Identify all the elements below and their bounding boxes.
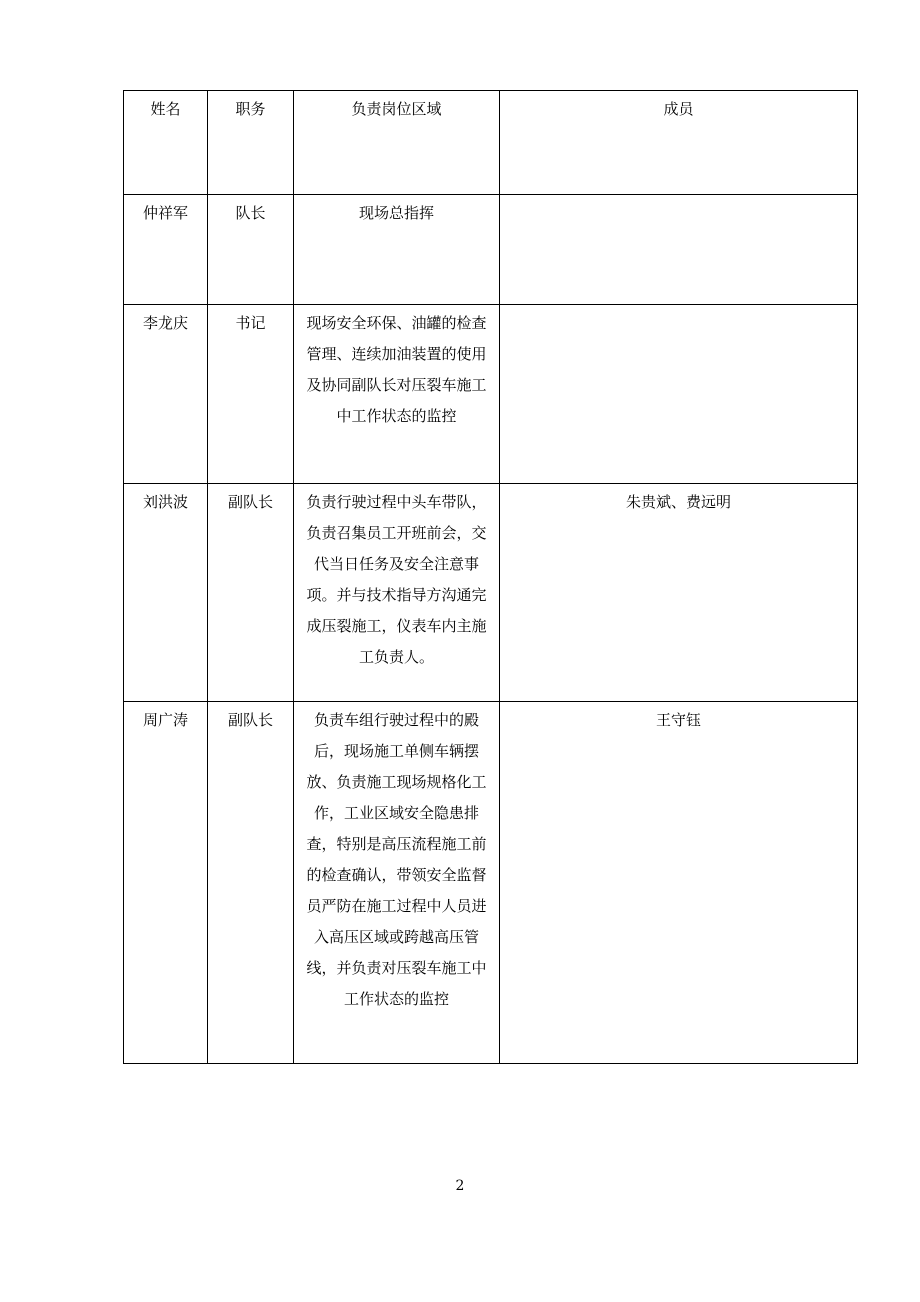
cell-members: 朱贵斌、费远明 [500, 484, 858, 702]
staff-duty-table [123, 90, 858, 1064]
cell-title: 副队长 [208, 702, 294, 1064]
header-title: 职务 [208, 91, 294, 195]
table-row [124, 195, 858, 305]
header-members: 成员 [500, 91, 858, 195]
cell-members [500, 305, 858, 484]
cell-name: 周广涛 [124, 702, 208, 1064]
table-header-row [124, 91, 858, 195]
cell-name: 仲祥军 [124, 195, 208, 305]
cell-name: 李龙庆 [124, 305, 208, 484]
page-number: 2 [455, 1178, 465, 1194]
cell-members: 王守钰 [500, 702, 858, 1064]
table-row [124, 484, 858, 702]
table-row [124, 702, 858, 1064]
cell-title: 队长 [208, 195, 294, 305]
cell-title: 副队长 [208, 484, 294, 702]
cell-responsibility: 负责车组行驶过程中的殿后，现场施工单侧车辆摆放、负责施工现场规格化工作，工业区域安全隐患排查，特别是高压流程施工前的检查确认，带领安全监督员严防在施工过程中人员进入高压区域或跨越高压管线，并负责对压裂车施工中工作状态的监控 [294, 702, 500, 1064]
cell-responsibility: 负责行驶过程中头车带队，负责召集员工开班前会，交代当日任务及安全注意事项。并与技术指导方沟通完成压裂施工，仪表车内主施工负责人。 [294, 484, 500, 702]
table-row [124, 305, 858, 484]
header-name: 姓名 [124, 91, 208, 195]
cell-responsibility: 现场安全环保、油罐的检查管理、连续加油装置的使用及协同副队长对压裂车施工中工作状态的监控 [294, 305, 500, 484]
cell-title: 书记 [208, 305, 294, 484]
cell-responsibility: 现场总指挥 [294, 195, 500, 305]
header-responsibility: 负责岗位区域 [294, 91, 500, 195]
cell-name: 刘洪波 [124, 484, 208, 702]
cell-members [500, 195, 858, 305]
